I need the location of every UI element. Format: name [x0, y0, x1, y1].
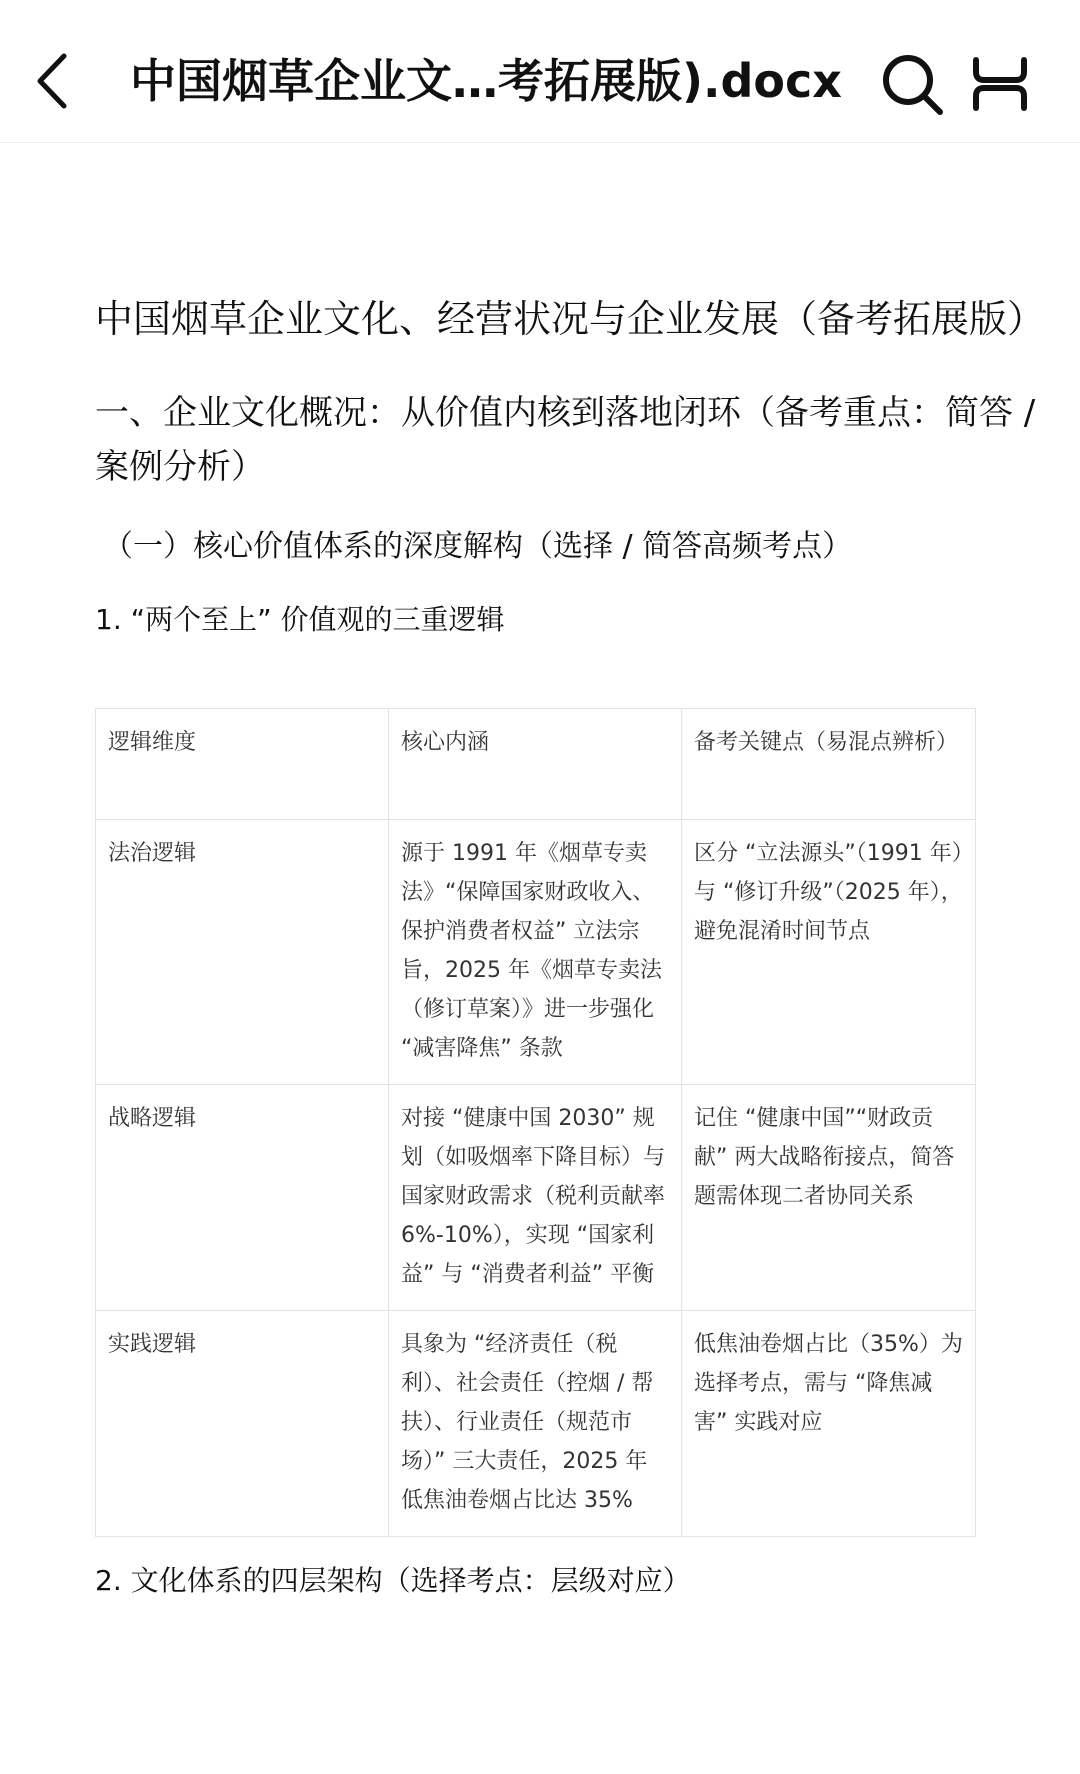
table-cell: 具象为 “经济责任（税利）、社会责任（控烟 / 帮扶）、行业责任（规范市场）” 三大责任，2025 年低焦油卷烟占比达 35%: [389, 1311, 682, 1537]
search-button[interactable]: [880, 52, 946, 118]
document-content: [95, 290, 1050, 1603]
table-cell: 区分 “立法源头”（1991 年）与 “修订升级”（2025 年），避免混淆时间节点: [682, 820, 976, 1085]
table-cell: 战略逻辑: [96, 1085, 389, 1311]
table-cell: 源于 1991 年《烟草专卖法》“保障国家财政收入、保护消费者权益” 立法宗旨，2025 年《烟草专卖法（修订草案）》进一步强化 “减害降焦” 条款: [389, 820, 682, 1085]
logic-table: [95, 708, 976, 1537]
more-button[interactable]: [970, 56, 1030, 112]
table-cell: 记住 “健康中国”“财政贡献” 两大战略衔接点，简答题需体现二者协同关系: [682, 1085, 976, 1311]
subsection1-title: （一）核心价值体系的深度解构（选择 / 简答高频考点）: [103, 529, 853, 564]
more-icon: [970, 56, 1030, 112]
table-header-cell: 备考关键点（易混点辨析）: [682, 709, 976, 820]
chevron-left-icon: [30, 48, 80, 114]
item2-title: 2. 文化体系的四层架构（选择考点：层级对应）: [95, 1564, 691, 1597]
main-title: 中国烟草企业文化、经营状况与企业发展（备考拓展版）: [95, 297, 1046, 341]
back-button[interactable]: [30, 48, 80, 114]
item1-title: 1. “两个至上” 价值观的三重逻辑: [95, 603, 505, 636]
table-cell: 实践逻辑: [96, 1311, 389, 1537]
table-cell: 法治逻辑: [96, 820, 389, 1085]
top-bar: [0, 0, 1080, 143]
document-title: 中国烟草企业文…考拓展版).docx: [130, 54, 842, 108]
search-icon: [880, 52, 946, 118]
table-header-cell: 逻辑维度: [96, 709, 389, 820]
table-header-cell: 核心内涵: [389, 709, 682, 820]
table-cell: 低焦油卷烟占比（35%）为选择考点，需与 “降焦减害” 实践对应: [682, 1311, 976, 1537]
table-header-row: [96, 709, 976, 820]
table-cell: 对接 “健康中国 2030” 规划（如吸烟率下降目标）与国家财政需求（税利贡献率 6%-10%），实现 “国家利益” 与 “消费者利益” 平衡: [389, 1085, 682, 1311]
table-row: [96, 1085, 976, 1311]
section1-title: 一、企业文化概况：从价值内核到落地闭环（备考重点：简答 / 案例分析）: [95, 393, 1036, 487]
table-row: [96, 1311, 976, 1537]
table-row: [96, 820, 976, 1085]
